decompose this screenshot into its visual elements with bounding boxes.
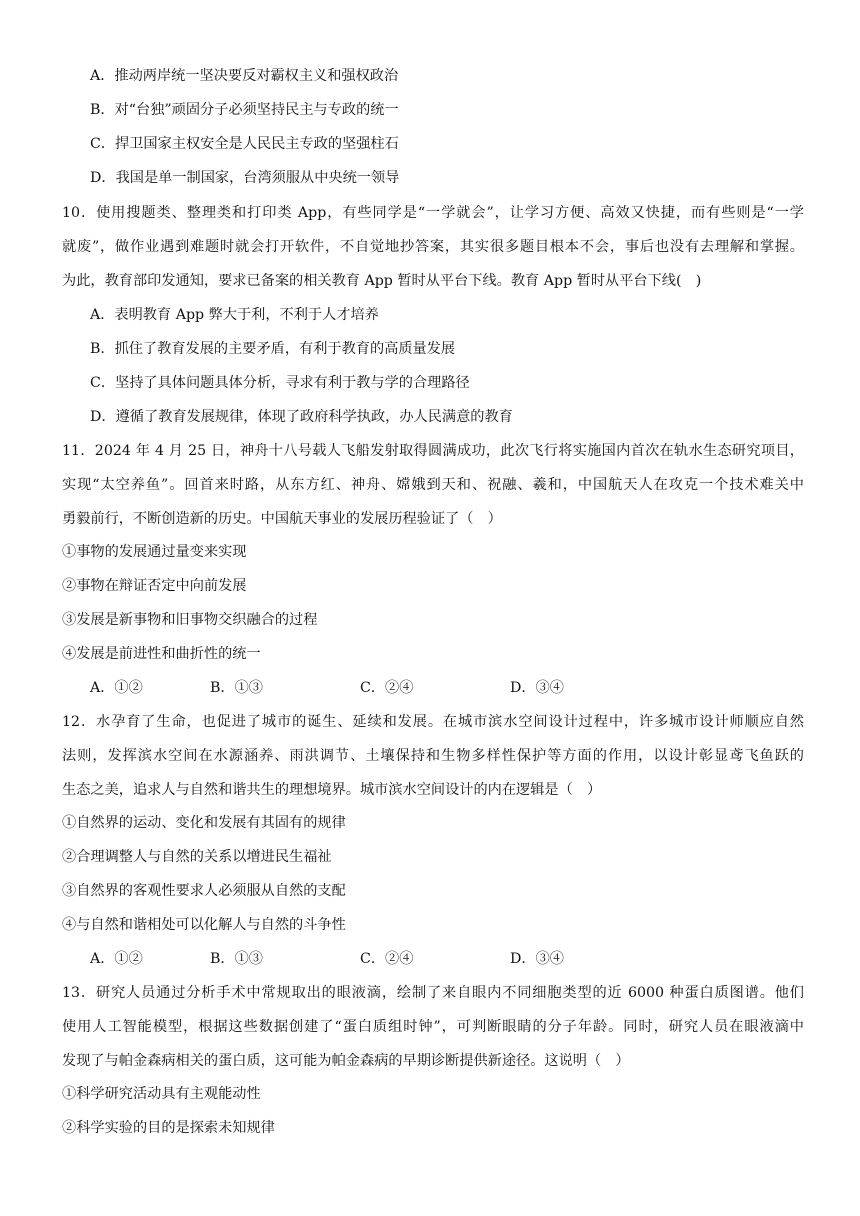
q11-choice-b: B．①③ <box>210 680 263 696</box>
q11-stem-line-3: 勇毅前行，不断创造新的历史。中国航天事业的发展历程验证了（ ） <box>62 511 502 527</box>
q12-choice-b: B．①③ <box>210 951 263 967</box>
q12-choice-d: D．③④ <box>510 951 564 967</box>
q11-choice-c: C．②④ <box>360 680 414 696</box>
q12-stem-line-2: 法则，发挥滨水空间在水源涵养、雨洪调节、土壤保持和生物多样性保护等方面的作用，以设计彰显鸢飞鱼跃的 <box>62 748 804 764</box>
q12-stem-line-1: 12．水孕育了生命，也促进了城市的诞生、延续和发展。在城市滨水空间设计过程中，许多城市设计师顺应自然 <box>62 714 804 730</box>
q9-option-c: C．捍卫国家主权安全是人民民主专政的坚强柱石 <box>90 136 399 152</box>
q13-statement-2: ②科学实验的目的是探索未知规律 <box>62 1120 275 1136</box>
q12-statement-3: ③自然界的客观性要求人必须服从自然的支配 <box>62 883 346 899</box>
q12-statement-2: ②合理调整人与自然的关系以增进民生福祉 <box>62 849 332 865</box>
q12-choice-c: C．②④ <box>360 951 414 967</box>
q11-stem-line-2: 实现“太空养鱼”。回首来时路，从东方红、神舟、嫦娥到天和、祝融、羲和，中国航天人在攻克一个技术难关中 <box>62 477 804 493</box>
q11-statement-1: ①事物的发展通过量变来实现 <box>62 544 247 560</box>
q10-stem-line-1: 10．使用搜题类、整理类和打印类 App，有些同学是“一学就会”，让学习方便、高效又快捷，而有些则是“一学 <box>62 205 804 221</box>
q10-option-a: A．表明教育 App 弊大于利，不利于人才培养 <box>90 307 379 323</box>
q10-stem-line-2: 就废”，做作业遇到难题时就会打开软件，不自觉地抄答案，其实很多题目根本不会，事后也没有去理解和掌握。 <box>62 239 804 255</box>
q11-choice-d: D．③④ <box>510 680 564 696</box>
q12-stem-line-3: 生态之美，追求人与自然和谐共生的理想境界。城市滨水空间设计的内在逻辑是（ ） <box>62 782 602 798</box>
q11-statement-3: ③发展是新事物和旧事物交织融合的过程 <box>62 612 318 628</box>
q11-stem-line-1: 11．2024 年 4 月 25 日，神舟十八号载人飞船发射取得圆满成功，此次飞行将实施国内首次在轨水生态研究项目， <box>62 443 804 459</box>
q13-stem-line-1: 13．研究人员通过分析手术中常规取出的眼液滴，绘制了来自眼内不同细胞类型的近 6000 种蛋白质图谱。他们 <box>62 985 804 1001</box>
q10-option-c: C．坚持了具体问题具体分析，寻求有利于教与学的合理路径 <box>90 375 470 391</box>
q13-statement-1: ①科学研究活动具有主观能动性 <box>62 1086 261 1102</box>
q9-option-d: D．我国是单一制国家，台湾须服从中央统一领导 <box>90 170 400 186</box>
q12-statement-4: ④与自然和谐相处可以化解人与自然的斗争性 <box>62 917 346 933</box>
q10-option-d: D．遵循了教育发展规律，体现了政府科学执政，办人民满意的教育 <box>90 409 513 425</box>
q12-statement-1: ①自然界的运动、变化和发展有其固有的规律 <box>62 815 346 831</box>
q13-stem-line-2: 使用人工智能模型，根据这些数据创建了“蛋白质组时钟”，可判断眼睛的分子年龄。同时，研究人员在眼液滴中 <box>62 1019 804 1035</box>
q9-option-b: B．对“台独”顽固分子必须坚持民主与专政的统一 <box>90 102 399 118</box>
q11-choice-a: A．①② <box>90 680 143 696</box>
q13-stem-line-3: 发现了与帕金森病相关的蛋白质，这可能为帕金森病的早期诊断提供新途径。这说明（ ） <box>62 1053 630 1069</box>
q12-choice-a: A．①② <box>90 951 143 967</box>
q11-statement-4: ④发展是前进性和曲折性的统一 <box>62 646 261 662</box>
q10-stem-line-3: 为此，教育部印发通知，要求已备案的相关教育 App 暂时从平台下线。教育 App 暂时从平台下线( ) <box>62 273 702 289</box>
q9-option-a: A．推动两岸统一坚决要反对霸权主义和强权政治 <box>90 68 399 84</box>
q10-option-b: B．抓住了教育发展的主要矛盾，有利于教育的高质量发展 <box>90 341 456 357</box>
q11-statement-2: ②事物在辩证否定中向前发展 <box>62 578 247 594</box>
